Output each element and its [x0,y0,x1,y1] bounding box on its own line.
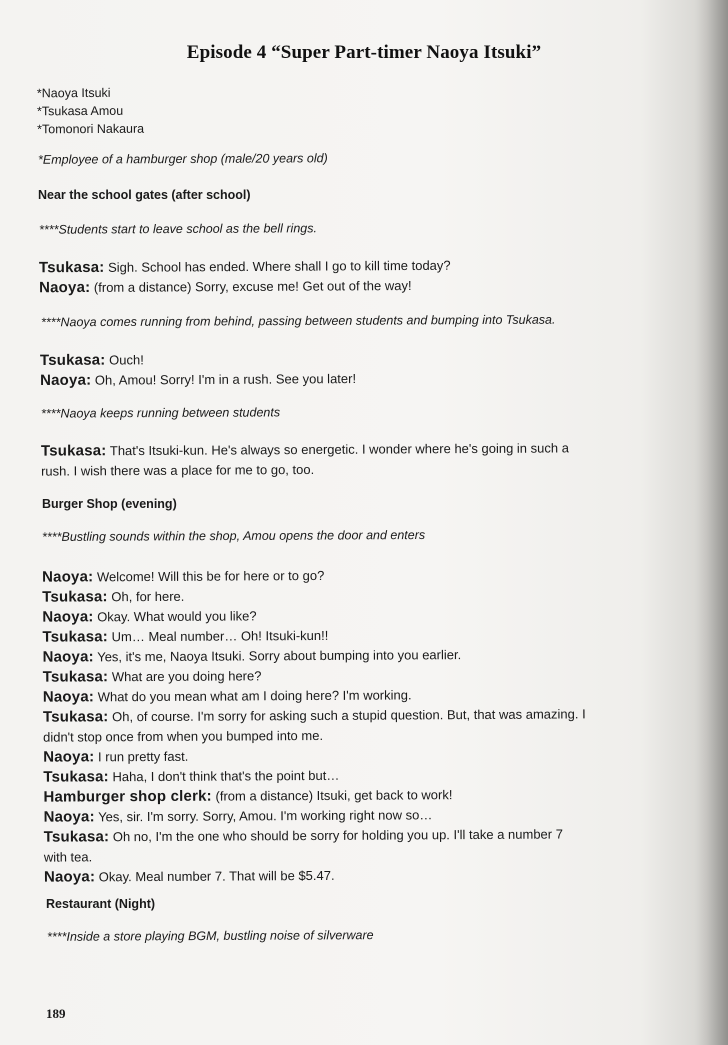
line-text: Okay. What would you like? [97,608,257,625]
speaker: Tsukasa: [38,258,105,277]
line-text: (from a distance) Sorry, excuse me! Get out of the way! [93,277,412,295]
line-text: Yes, sir. I'm sorry. Sorry, Amou. I'm working right now so… [98,807,433,825]
speaker: Tsukasa: [42,588,108,606]
cast-item: *Naoya Itsuki [36,85,111,101]
line-text: Oh, of course. I'm sorry for asking such a stupid question. But, that was amazing. I [112,706,586,725]
line-text: with tea. [43,849,93,865]
scene-heading: Restaurant (Night) [46,897,156,911]
episode-title: Episode 4 “Super Part-timer Naoya Itsuki” [186,42,542,63]
line-text: rush. I wish there was a place for me to go, too. [41,461,315,479]
speaker: Hamburger shop clerk: [43,787,212,806]
cast-list [37,84,144,139]
stage-direction: ****Bustling sounds within the shop, Amou opens the door and enters [41,527,426,545]
scene-heading: Near the school gates (after school) [38,188,251,202]
stage-direction: ****Inside a store playing BGM, bustling noise of silverware [46,928,374,944]
dialogue-line [41,438,569,461]
line-text: Okay. Meal number 7. That will be $5.47. [98,867,335,885]
line-text: didn't stop once from when you bumped into me. [43,727,324,745]
speaker: Tsukasa: [43,828,110,846]
speaker: Tsukasa: [42,668,109,686]
dialogue-line [40,349,356,371]
employee-note: *Employee of a hamburger shop (male/20 years old) [37,151,328,167]
line-text: Haha, I don't think that's the point but… [112,767,340,785]
line-text: That's Itsuki-kun. He's always so energetic. I wonder where he's going in such a [109,440,569,459]
scene-heading: Burger Shop (evening) [42,497,177,511]
speaker: Tsukasa: [39,351,106,369]
speaker: Tsukasa: [42,628,109,646]
spine-shadow [694,0,728,1045]
cast-item: *Tomonori Nakaura [37,121,145,137]
dialogue-block [41,438,569,481]
dialogue-line [39,256,451,279]
line-text: Oh, for here. [111,588,185,605]
dialogue-block [42,564,587,887]
speaker: Naoya: [43,868,96,886]
page-number: 189 [46,1006,66,1021]
line-text: Um… Meal number… Oh! Itsuki-kun!! [111,627,329,645]
line-text: Oh, Amou! Sorry! I'm in a rush. See you later! [94,371,357,388]
dialogue-line [43,704,586,727]
line-text: I run pretty fast. [97,748,189,765]
dialogue-line [44,824,587,847]
line-text: (from a distance) Itsuki, get back to work! [215,787,453,804]
stage-direction: ****Naoya keeps running between students [40,405,281,421]
dialogue-line [40,369,356,391]
speaker: Tsukasa: [42,708,109,726]
speaker: Naoya: [42,688,95,706]
cast-item: *Tsukasa Amou [36,103,124,119]
speaker: Tsukasa: [43,768,109,786]
speaker: Tsukasa: [40,442,107,460]
dialogue-line [44,864,587,887]
dialogue-block [39,256,451,299]
speaker: Naoya: [42,608,94,626]
speaker: Naoya: [43,748,95,766]
dialogue-line [39,276,451,299]
line-text: What are you doing here? [111,668,262,685]
line-text: What do you mean what am I doing here? I'm working. [97,687,412,705]
line-text: Ouch! [109,352,144,368]
line-text: Yes, it's me, Naoya Itsuki. Sorry about bumping into you earlier. [97,647,462,665]
dialogue-block [40,349,356,391]
stage-direction: ****Students start to leave school as the bell rings. [38,221,317,237]
speaker: Naoya: [40,371,92,389]
stage-direction: ****Naoya comes running from behind, passing between students and bumping into Tsukasa. [40,312,556,330]
speaker: Naoya: [42,568,94,586]
speaker: Naoya: [42,648,94,666]
speaker: Naoya: [43,808,95,826]
line-text: Oh no, I'm the one who should be sorry for holding you up. I'll take a number 7 [112,826,563,845]
line-text: Sigh. School has ended. Where shall I go to kill time today? [108,257,451,275]
speaker: Naoya: [39,278,91,297]
line-text: Welcome! Will this be for here or to go? [96,567,325,585]
dialogue-line-continuation [41,458,569,481]
